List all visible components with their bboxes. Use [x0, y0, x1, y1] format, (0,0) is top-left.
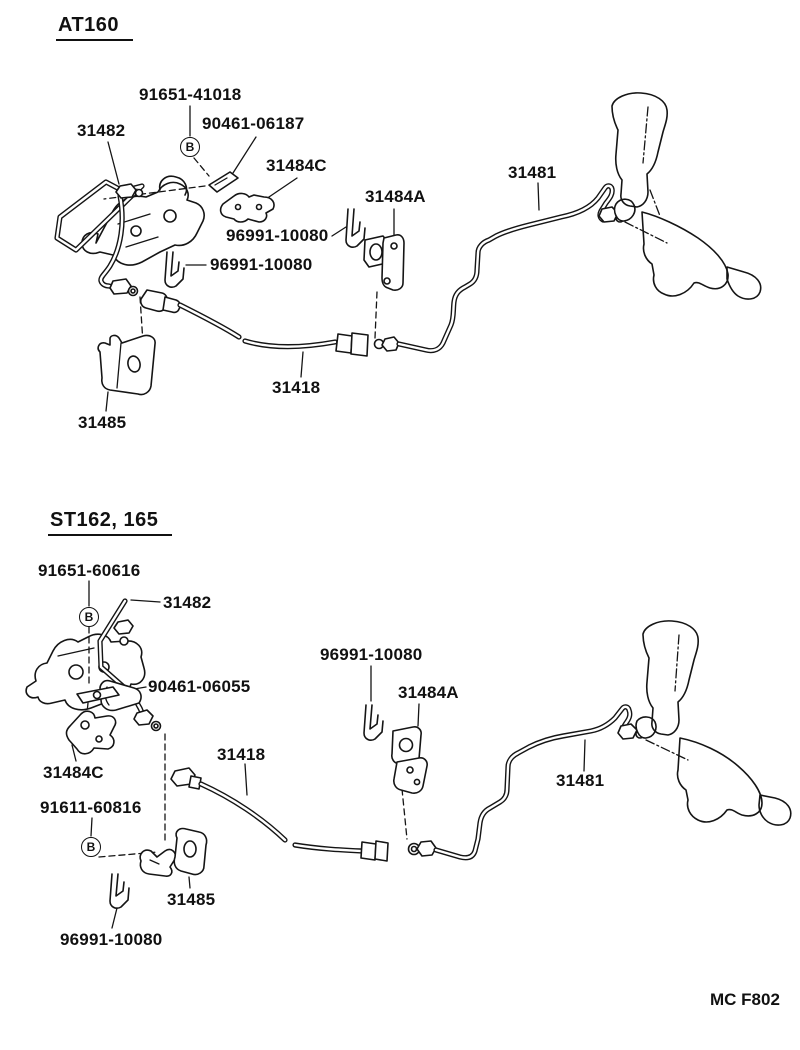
part-label-31418: 31418: [272, 378, 321, 397]
tube-clamp-clip-mid-st162: [364, 705, 383, 740]
bracket-31484c-at160: [221, 193, 274, 222]
part-label-31484a: 31484A: [365, 187, 426, 206]
st162-diagram: [26, 581, 791, 928]
part-label-96991-10080: 96991-10080: [226, 226, 329, 245]
part-label-96991-10080: 96991-10080: [320, 645, 423, 664]
part-label-31484c: 31484C: [43, 763, 104, 782]
part-label-31481: 31481: [508, 163, 557, 182]
clutch-hose-31418-at160: [141, 290, 399, 356]
part-label-31485: 31485: [167, 890, 216, 909]
bracket-31484c-st162: [66, 711, 115, 754]
part-label-91651-60616: 91651-60616: [38, 561, 141, 580]
bracket-31484a-at160: [364, 235, 404, 290]
at160-dashed-lines: [104, 158, 377, 343]
page-code: MC F802: [710, 990, 780, 1009]
part-label-31484a: 31484A: [398, 683, 459, 702]
bracket-31484a-st162: [392, 727, 427, 793]
part-label-31482: 31482: [163, 593, 212, 612]
tube-clamp-clip-lower-st162: [110, 874, 129, 908]
part-label-96991-10080: 96991-10080: [60, 930, 163, 949]
part-label-31485: 31485: [78, 413, 127, 432]
section-title-at160: AT160: [56, 14, 133, 41]
part-label-31481: 31481: [556, 771, 605, 790]
part-label-96991-10080: 96991-10080: [210, 255, 313, 274]
stopper-bracket-at160: [209, 172, 238, 192]
tube-clamp-clip-right-at160: [346, 209, 365, 247]
clutch-tube-31481-at160: [399, 186, 667, 351]
transmission-sketch-at160: [612, 93, 761, 299]
part-label-31482: 31482: [77, 121, 126, 140]
part-label-90461-06055: 90461-06055: [148, 677, 251, 696]
at160-diagram: [57, 93, 761, 411]
part-label-31484c: 31484C: [266, 156, 327, 175]
bracket-31485-at160: [98, 335, 155, 394]
part-label-31418: 31418: [217, 745, 266, 764]
part-label-91611-60816: 91611-60816: [40, 798, 142, 817]
clutch-master-cylinder-at160: [82, 176, 204, 265]
section-title-st162-165: ST162, 165: [48, 509, 172, 536]
bolt-callout-b-icon: B: [81, 837, 101, 857]
at160-leader-lines: [106, 106, 539, 411]
part-label-91651-41018: 91651-41018: [139, 85, 242, 104]
bolt-callout-b-icon: B: [79, 607, 99, 627]
transmission-sketch-st162: [643, 621, 791, 825]
part-label-90461-06187: 90461-06187: [202, 114, 305, 133]
st162-leader-lines: [72, 581, 585, 928]
clutch-tube-31482-at160: [57, 182, 143, 296]
tube-clamp-clip-left-at160: [165, 252, 184, 287]
bracket-31485-st162: [140, 829, 206, 877]
bolt-callout-b-icon: B: [180, 137, 200, 157]
